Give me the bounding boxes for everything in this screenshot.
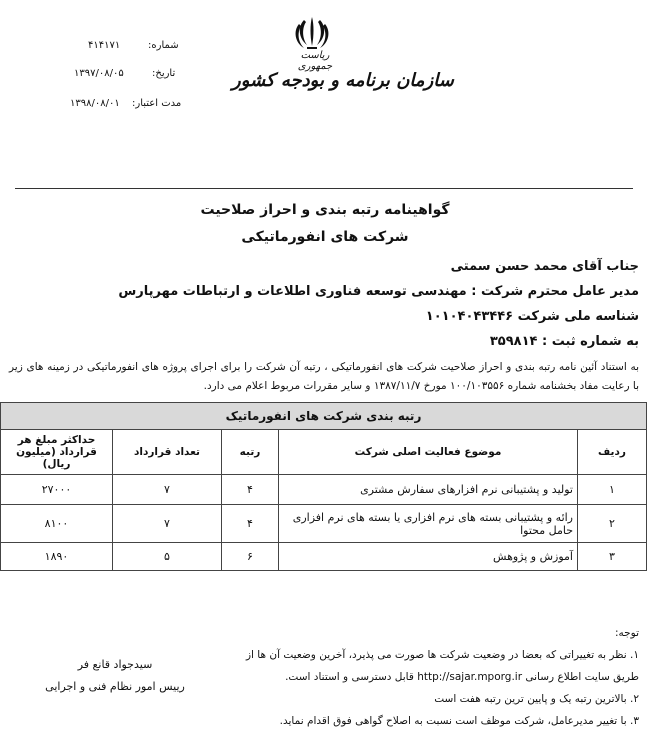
number-label: شماره: — [148, 40, 179, 51]
cell-grade: ۴ — [222, 505, 279, 543]
signatory-name: سیدجواد قانع فر — [77, 658, 153, 671]
body-paragraph: به استناد آئین نامه رتبه بندی و احراز صلاحیت شرکت های انفورماتیکی ، رتبه آن شرکت را برای اجرای پروژه های انفورماتیکی در زمینه های زیر با رعایت مفاد بخشنامه شماره ۱۰۰/۱۰۳۵۵۶ مورخ ۱۳۸۷/۱۱/۷ و سایر مقررات مربوط اعلام می دارد. — [9, 361, 639, 392]
header-row-number: ردیف — [578, 430, 647, 475]
header-grade: رتبه — [222, 430, 279, 475]
cell-row-number: ۲ — [578, 505, 647, 543]
cell-subject: رائه و پشتیبانی بسته های نرم افزاری یا بسته های نرم افزاری حامل محتوا — [279, 505, 578, 543]
note-item: ۱. نظر به تغییراتی که بعضا در وضعیت شرکت ها صورت می پذیرد، آخرین وضعیت آن ها از — [245, 649, 639, 661]
date-label: تاریخ: — [152, 68, 176, 79]
cell-contract-count: ۷ — [113, 505, 222, 543]
grade-table — [0, 402, 647, 571]
registration-number: به شماره ثبت : ۳۵۹۸۱۴ — [489, 334, 639, 349]
cell-max-amount: ۸۱۰۰ — [1, 505, 113, 543]
cell-subject: تولید و پشتیبانی نرم افزارهای سفارش مشتری — [279, 475, 578, 505]
cell-row-number: ۳ — [578, 543, 647, 571]
validity-value: ۱۳۹۸/۰۸/۰۱ — [70, 98, 120, 109]
table-row — [1, 543, 647, 571]
cell-contract-count: ۷ — [113, 475, 222, 505]
header-contract-count: تعداد قرارداد — [113, 430, 222, 475]
org-name: سازمان برنامه و بودجه کشور — [232, 70, 454, 91]
cell-grade: ۴ — [222, 475, 279, 505]
certificate-title: گواهینامه رتبه بندی و احراز صلاحیت — [200, 202, 450, 218]
header-max-amount: حداکثر مبلغ هر قرارداد (میلیون ریال) — [1, 430, 113, 475]
iran-emblem-icon — [290, 14, 334, 54]
recipient-position: مدیر عامل محترم شرکت : مهندسی توسعه فناوری اطلاعات و ارتباطات مهرپارس — [118, 284, 639, 299]
cell-contract-count: ۵ — [113, 543, 222, 571]
cell-max-amount: ۲۷۰۰۰ — [1, 475, 113, 505]
note-item: ۳. با تغییر مدیرعامل، شرکت موظف است نسبت به اصلاح گواهی فوق اقدام نماید. — [279, 715, 639, 727]
cell-grade: ۶ — [222, 543, 279, 571]
cell-max-amount: ۱۸۹۰ — [1, 543, 113, 571]
table-caption: رتبه بندی شرکت های انفورماتیک — [1, 403, 647, 430]
certificate-subtitle: شرکت های انفورماتیکی — [241, 229, 409, 245]
header-subject: موضوع فعالیت اصلی شرکت — [279, 430, 578, 475]
presidency-label: ریاست جمهوری — [297, 50, 333, 72]
table-row — [1, 475, 647, 505]
table-row — [1, 505, 647, 543]
number-value: ۴۱۴۱۷۱ — [88, 40, 121, 51]
note-item: ۲. بالاترین رتبه یک و پایین ترین رتبه هفت است — [434, 693, 639, 705]
signature-block — [30, 654, 200, 698]
cell-subject: آموزش و پژوهش — [279, 543, 578, 571]
date-value: ۱۳۹۷/۰۸/۰۵ — [74, 68, 124, 79]
cell-row-number: ۱ — [578, 475, 647, 505]
notes-heading: توجه: — [614, 627, 639, 639]
header-divider — [15, 188, 633, 189]
signatory-title: رییس امور نظام فنی و اجرایی — [45, 680, 185, 693]
note-item: طریق سایت اطلاع رسانی http://sajar.mporg.ir قابل دسترسی و استناد است. — [285, 671, 639, 683]
recipient-name: جناب آقای محمد حسن سمتی — [450, 259, 639, 274]
national-id: شناسه ملی شرکت ۱۰۱۰۴۰۴۳۴۴۶ — [425, 309, 639, 324]
validity-label: مدت اعتبار: — [132, 98, 182, 109]
